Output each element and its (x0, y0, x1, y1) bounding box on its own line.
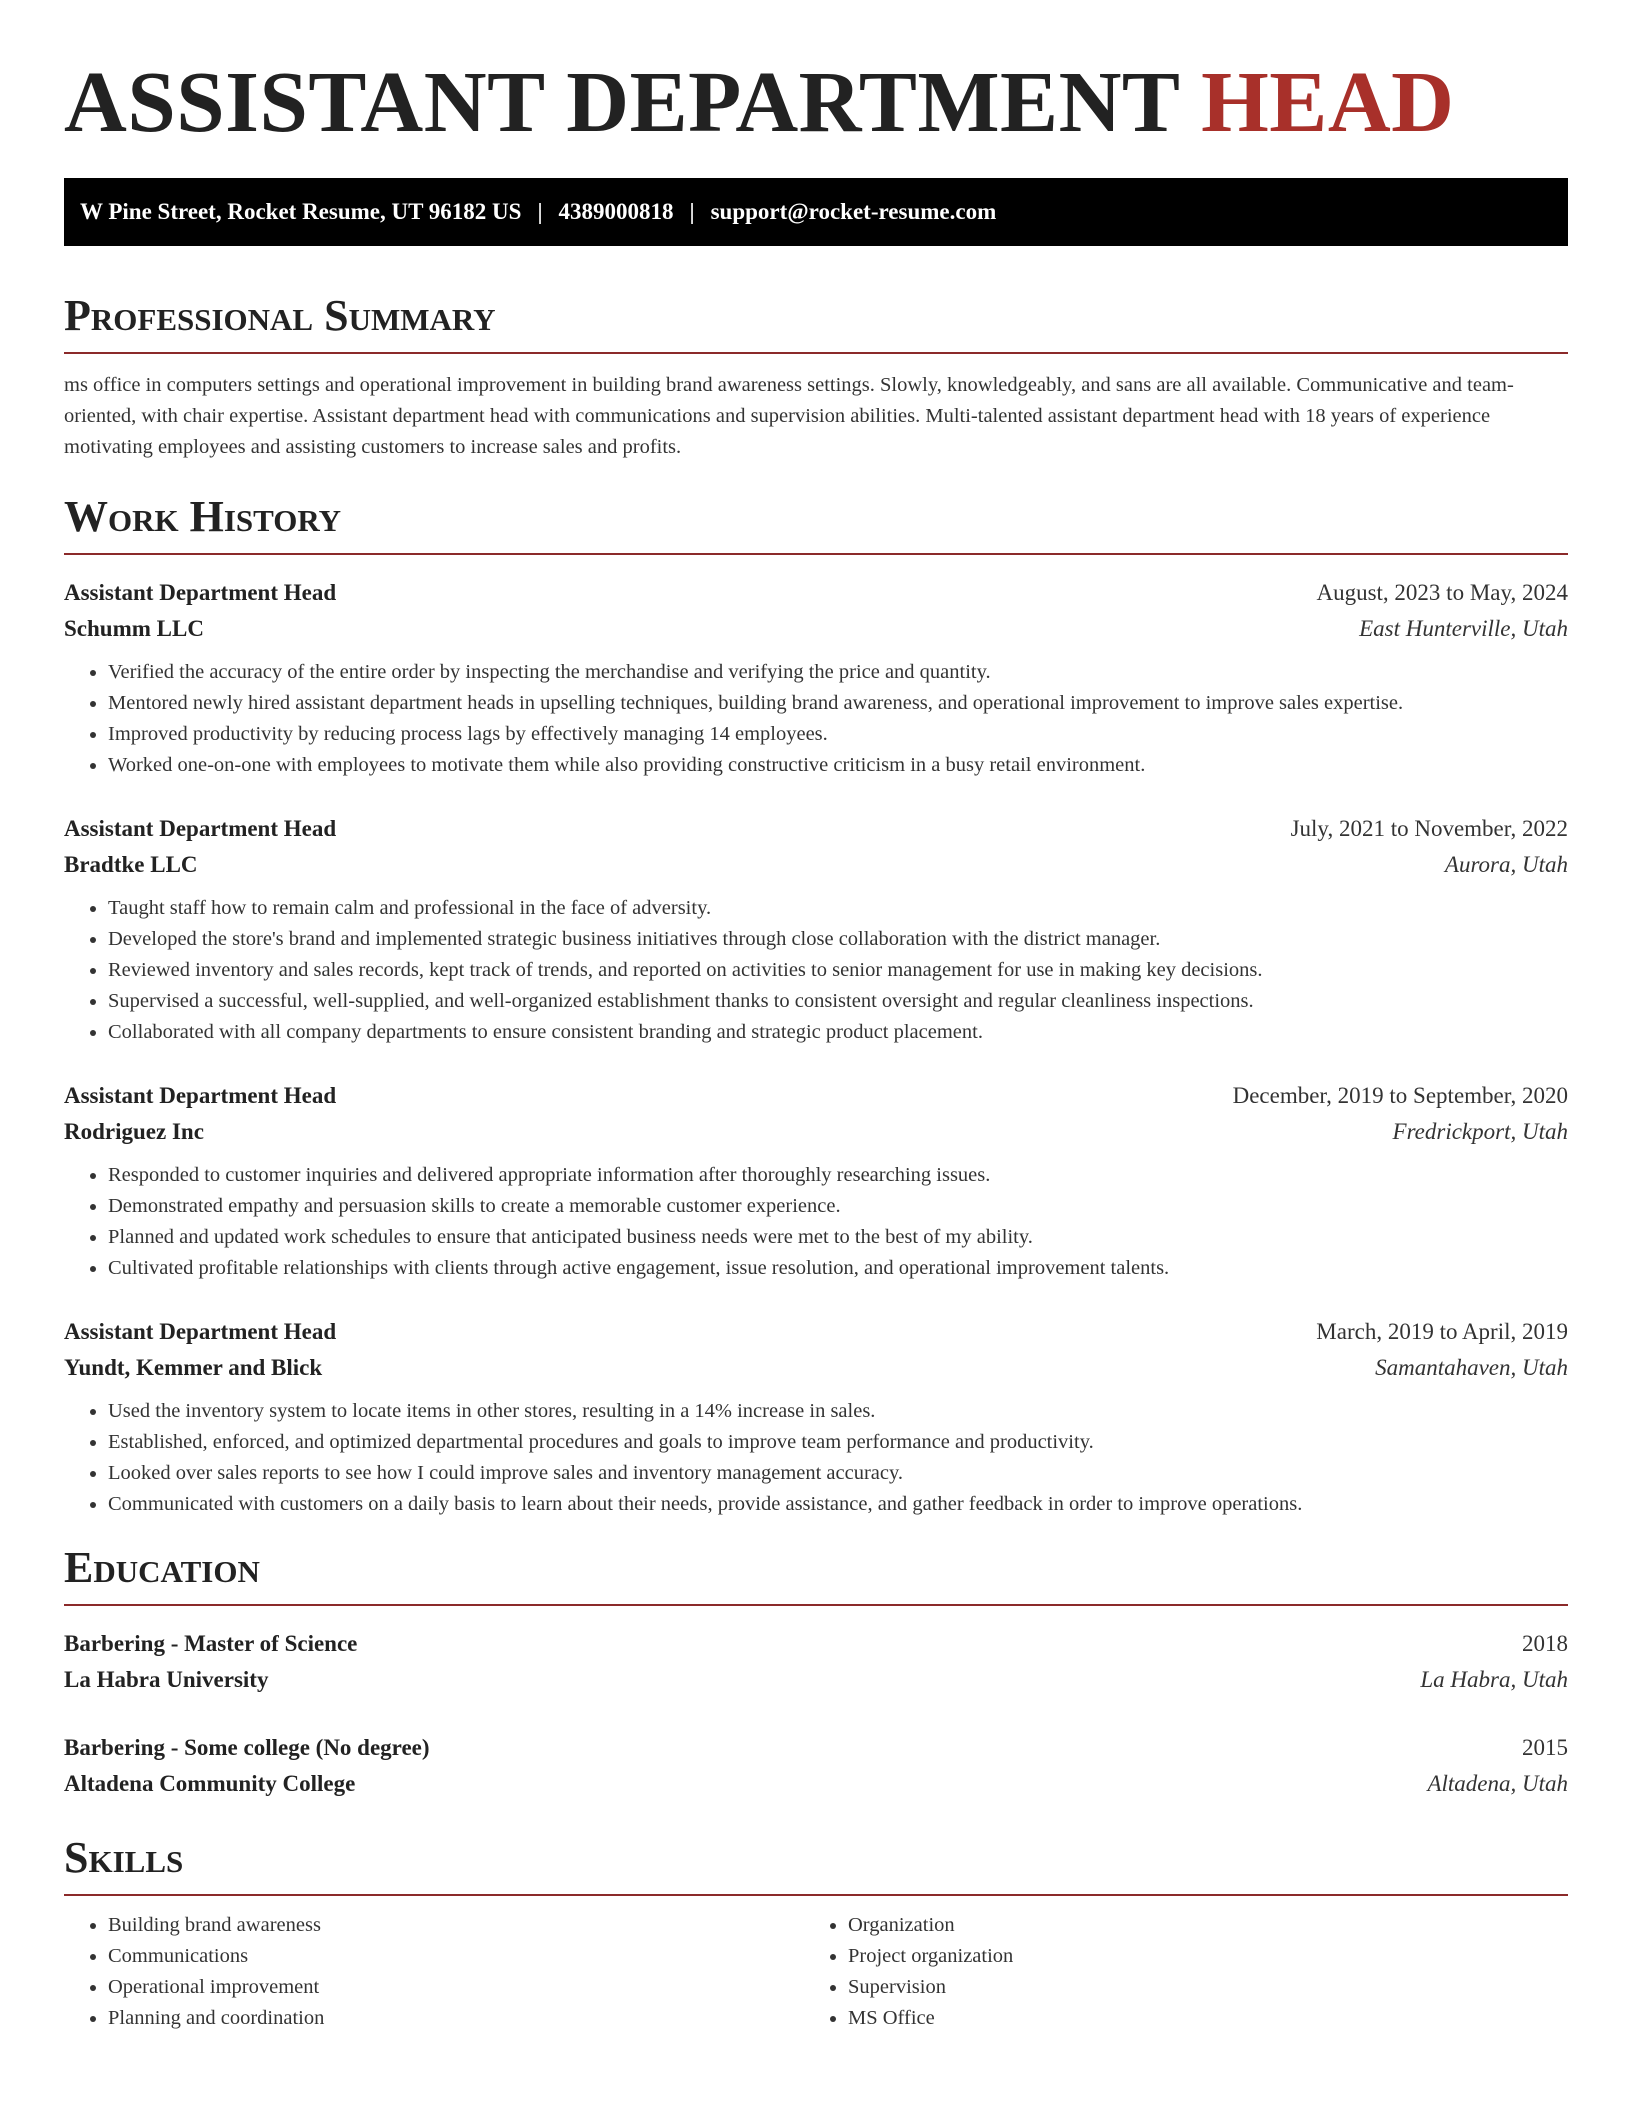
job-dates: December, 2019 to September, 2020 (1232, 1082, 1568, 1108)
job-role: Assistant Department Head (64, 1318, 337, 1344)
education-school: La Habra University (64, 1666, 269, 1692)
education-location: La Habra, Utah (1420, 1666, 1568, 1692)
skills-column-right (804, 1910, 1544, 2034)
job-company-row (64, 1350, 1568, 1386)
contact-address: W Pine Street, Rocket Resume, UT 96182 US (80, 199, 522, 225)
job-location: Aurora, Utah (1444, 851, 1568, 877)
job-bullet: • Cultivated profitable relationships with clients through active engagement, issue resolution, and operational improvement talents. (108, 1253, 1568, 1284)
job-bullet: • Developed the store's brand and implemented strategic business initiatives through close collaboration with the district manager. (108, 924, 1568, 955)
job-bullet: • Demonstrated empathy and persuasion skills to create a memorable customer experience. (108, 1191, 1568, 1222)
job-bullets (64, 893, 1568, 1048)
job-bullet: • Improved productivity by reducing process lags by effectively managing 14 employees. (108, 719, 1568, 750)
skill-item: • Project organization (848, 1941, 1544, 1972)
job-bullet: • Established, enforced, and optimized departmental procedures and goals to improve team performance and productivity. (108, 1427, 1568, 1458)
education-degree: Barbering - Master of Science (64, 1630, 358, 1656)
job-header-row (64, 575, 1568, 611)
job-entry (64, 1078, 1568, 1284)
job-role: Assistant Department Head (64, 815, 337, 841)
job-bullet: • Communicated with customers on a daily basis to learn about their needs, provide assistance, and gather feedback in order to improve operations. (108, 1489, 1568, 1520)
job-location: Samantahaven, Utah (1375, 1354, 1568, 1380)
education-school: Altadena Community College (64, 1770, 356, 1796)
skill-item: • Building brand awareness (108, 1910, 804, 1941)
job-company: Yundt, Kemmer and Blick (64, 1354, 323, 1380)
summary-text: ms office in computers settings and operational improvement in building brand awareness settings. Slowly, knowledgeably, and sans are all available. Communicative and team-oriented, with chair expertise. Assistant department head with communications and supervision abilities. Multi-talented assistant department head with 18 years of experience motivating employees and assisting customers to increase sales and profits. (64, 374, 1514, 459)
education-entry (64, 1626, 1568, 1698)
skill-item: • Organization (848, 1910, 1544, 1941)
education-location: Altadena, Utah (1427, 1770, 1568, 1796)
job-header-row (64, 811, 1568, 847)
job-dates: August, 2023 to May, 2024 (1316, 579, 1568, 605)
education-degree-row (64, 1626, 1568, 1662)
contact-bar (64, 178, 1568, 246)
job-bullet: • Verified the accuracy of the entire order by inspecting the merchandise and verifying the price and quantity. (108, 657, 1568, 688)
job-bullet: • Mentored newly hired assistant department heads in upselling techniques, building brand awareness, and operational improvement to improve sales expertise. (108, 688, 1568, 719)
job-bullet: • Taught staff how to remain calm and professional in the face of adversity. (108, 893, 1568, 924)
contact-separator: | (689, 199, 695, 225)
job-entry (64, 811, 1568, 1048)
job-location: East Hunterville, Utah (1359, 615, 1568, 641)
job-bullet: • Planned and updated work schedules to ensure that anticipated business needs were met to the best of my ability. (108, 1222, 1568, 1253)
education-school-row (64, 1662, 1568, 1698)
job-role: Assistant Department Head (64, 579, 337, 605)
education-year: 2015 (1522, 1734, 1568, 1760)
skill-item: • MS Office (848, 2003, 1544, 2034)
job-company-row (64, 847, 1568, 883)
job-company: Schumm LLC (64, 615, 204, 641)
job-bullet: • Reviewed inventory and sales records, kept track of trends, and reported on activities to senior management for use in making key decisions. (108, 955, 1568, 986)
education-degree: Barbering - Some college (No degree) (64, 1734, 430, 1760)
job-bullets (64, 1396, 1568, 1520)
title-main: ASSISTANT DEPARTMENT (64, 53, 1179, 150)
job-bullet: • Used the inventory system to locate items in other stores, resulting in a 14% increase in sales. (108, 1396, 1568, 1427)
job-header-row (64, 1314, 1568, 1350)
job-bullet: • Worked one-on-one with employees to motivate them while also providing constructive criticism in a busy retail environment. (108, 750, 1568, 781)
skills-list (64, 1910, 1568, 2034)
job-location: Fredrickport, Utah (1392, 1118, 1568, 1144)
skill-item: • Planning and coordination (108, 2003, 804, 2034)
job-role: Assistant Department Head (64, 1082, 337, 1108)
job-company-row (64, 611, 1568, 647)
job-bullets (64, 657, 1568, 781)
skill-item: • Supervision (848, 1972, 1544, 2003)
candidate-title (64, 50, 1568, 154)
skills-heading: Skills (64, 1832, 1568, 1896)
skill-item: • Operational improvement (108, 1972, 804, 2003)
education-degree-row (64, 1730, 1568, 1766)
contact-email: support@rocket-resume.com (710, 199, 997, 225)
skills-column-left (64, 1910, 804, 2034)
job-entry (64, 575, 1568, 781)
skill-item: • Communications (108, 1941, 804, 1972)
job-dates: March, 2019 to April, 2019 (1316, 1318, 1568, 1344)
job-dates: July, 2021 to November, 2022 (1290, 815, 1568, 841)
summary-heading: Professional Summary (64, 290, 1568, 354)
contact-phone: 4389000818 (558, 199, 674, 225)
job-bullet: • Collaborated with all company departments to ensure consistent branding and strategic product placement. (108, 1017, 1568, 1048)
work-history-heading: Work History (64, 491, 1568, 555)
title-accent: HEAD (1201, 53, 1455, 150)
education-entry (64, 1730, 1568, 1802)
job-bullets (64, 1160, 1568, 1284)
job-bullet: • Supervised a successful, well-supplied, and well-organized establishment thanks to consistent oversight and regular cleanliness inspections. (108, 986, 1568, 1017)
job-header-row (64, 1078, 1568, 1114)
education-heading: Education (64, 1542, 1568, 1606)
job-company: Bradtke LLC (64, 851, 198, 877)
job-company: Rodriguez Inc (64, 1118, 204, 1144)
job-entry (64, 1314, 1568, 1520)
education-school-row (64, 1766, 1568, 1802)
job-company-row (64, 1114, 1568, 1150)
job-bullet: • Responded to customer inquiries and delivered appropriate information after thoroughly researching issues. (108, 1160, 1568, 1191)
education-year: 2018 (1522, 1630, 1568, 1656)
contact-separator: | (537, 199, 543, 225)
job-bullet: • Looked over sales reports to see how I could improve sales and inventory management accuracy. (108, 1458, 1568, 1489)
